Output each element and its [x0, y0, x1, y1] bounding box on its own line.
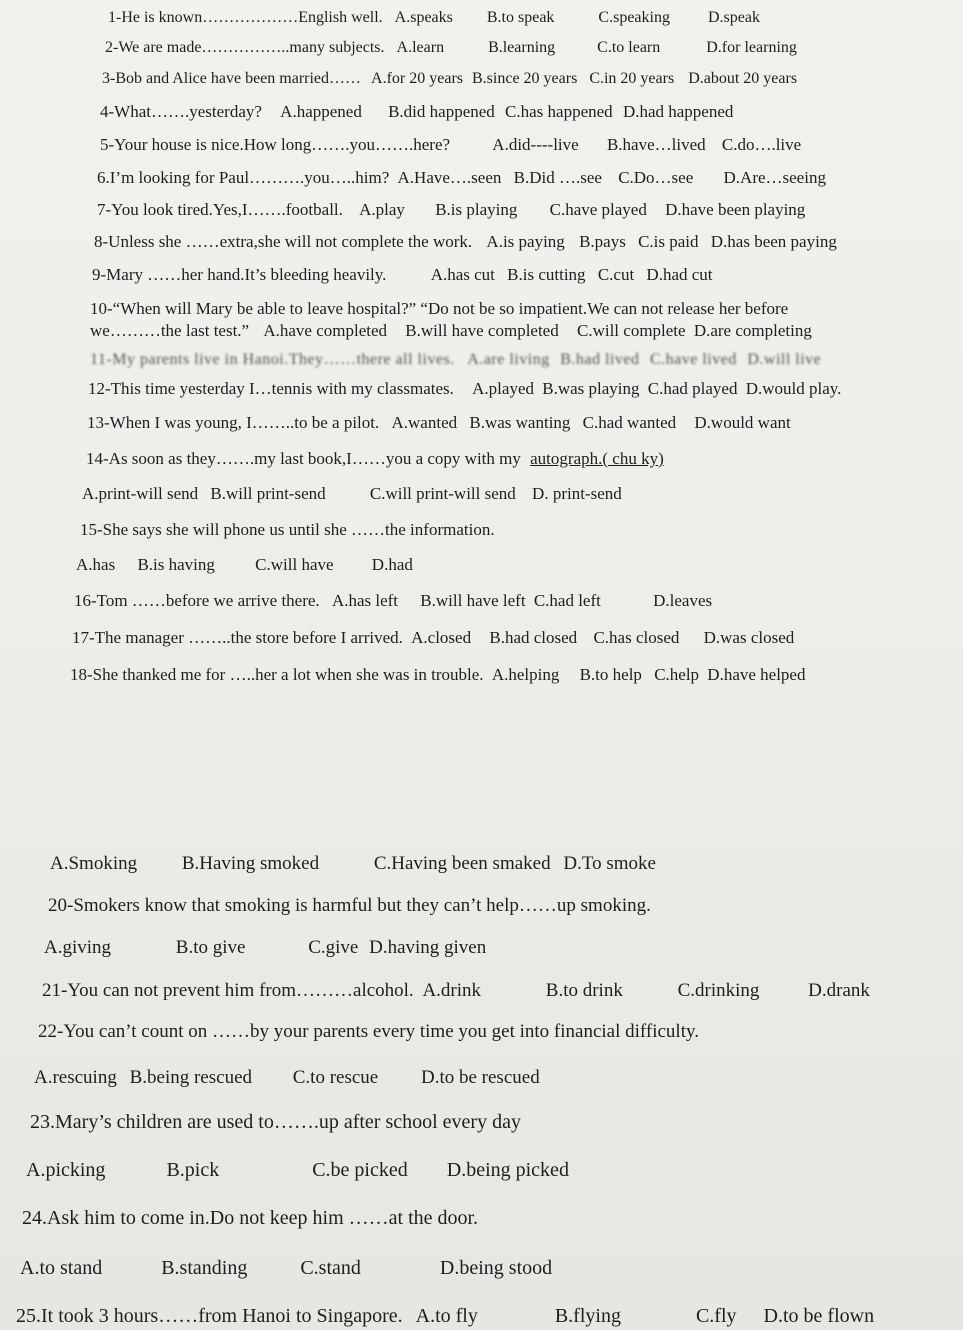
question-10-continued: [90, 322, 812, 339]
question-1: [108, 10, 760, 26]
question-stem-continued: we………the last test.”: [90, 321, 250, 340]
option-b: B.since 20 years: [472, 70, 578, 87]
option-d: D.Are…seeing: [723, 168, 826, 187]
option-a: A.Have….seen: [397, 168, 502, 187]
option-b: B.had lived: [560, 351, 640, 368]
question-stem: 10-“When will Mary be able to leave hospital?” “Do not be so impatient.We can not release her before: [90, 299, 789, 318]
question-stem: 6.I’m looking for Paul……….you…..him?: [97, 168, 390, 187]
autograph-note: autograph.( chu ky): [530, 449, 664, 468]
option-a: A.Smoking: [50, 853, 138, 874]
option-d: D.having given: [369, 937, 487, 958]
option-c: C.in 20 years: [589, 70, 675, 87]
question-12: [88, 380, 841, 397]
question-stem: 12-This time yesterday I…tennis with my classmates.: [88, 379, 454, 398]
option-a: A.to fly: [415, 1305, 478, 1327]
option-c: C.will complete: [576, 321, 686, 340]
option-c: C.stand: [300, 1257, 361, 1279]
option-b: B.is playing: [435, 200, 518, 219]
option-a: A.learn: [396, 39, 445, 56]
option-b: B.being rescued: [129, 1067, 252, 1088]
option-d: D.have helped: [707, 665, 806, 684]
question-18: [70, 666, 805, 683]
option-d: D.had: [371, 555, 413, 574]
question-23-options: [26, 1160, 569, 1180]
question-stem: 2-We are made……………..many subjects.: [105, 39, 385, 56]
option-a: A.wanted: [391, 413, 458, 432]
option-b: B.have…lived: [606, 135, 706, 154]
question-7: [97, 201, 805, 218]
option-a: A.closed: [411, 628, 472, 647]
option-c: C.has happened: [505, 102, 613, 121]
option-d: D.being stood: [439, 1257, 553, 1279]
question-stem: 24.Ask him to come in.Do not keep him ……at the door.: [22, 1207, 479, 1229]
option-d: D.being picked: [446, 1159, 569, 1181]
question-stem: 20-Smokers know that smoking is harmful but they can’t help……up smoking.: [48, 895, 651, 916]
question-21: [42, 981, 870, 1000]
option-b: B.is having: [137, 555, 215, 574]
option-d: D. print-send: [532, 484, 622, 503]
question-24-options: [20, 1258, 552, 1278]
option-d: D.would play.: [745, 379, 842, 398]
question-11: [90, 352, 821, 368]
option-c: C.will print-will send: [369, 484, 516, 503]
question-9: [92, 266, 713, 283]
option-d: D.speak: [707, 9, 760, 26]
option-a: A.have completed: [263, 321, 388, 340]
option-b: B.to speak: [486, 9, 555, 26]
option-c: C.had left: [533, 591, 601, 610]
option-a: A.did----live: [492, 135, 579, 154]
option-b: B.to help: [579, 665, 642, 684]
option-a: A.are living: [467, 351, 550, 368]
option-d: D.was closed: [703, 628, 795, 647]
option-a: A.is paying: [486, 232, 565, 251]
option-b: B.pick: [166, 1159, 220, 1181]
option-d: D.To smoke: [563, 853, 656, 874]
option-c: C.has closed: [593, 628, 680, 647]
question-stem: 5-Your house is nice.How long…….you…….here?: [100, 135, 451, 154]
question-8: [94, 233, 837, 250]
option-a: A.has cut: [430, 265, 495, 284]
question-stem: 17-The manager ……..the store before I arrived.: [72, 628, 403, 647]
option-a: A.has left: [331, 591, 399, 610]
option-d: D.has been paying: [710, 232, 837, 251]
question-stem: 18-She thanked me for …..her a lot when she was in trouble.: [70, 665, 484, 684]
option-d: D.to be rescued: [420, 1067, 540, 1088]
option-b: B.learning: [488, 39, 556, 56]
option-d: D.leaves: [653, 591, 713, 610]
option-c: C.cut: [597, 265, 635, 284]
option-a: A.played: [472, 379, 534, 398]
question-17: [72, 629, 794, 646]
option-c: C.fly: [695, 1305, 737, 1327]
option-c: C.speaking: [598, 9, 670, 26]
question-stem: 23.Mary’s children are used to…….up after school every day: [30, 1111, 521, 1133]
option-d: D.about 20 years: [688, 70, 798, 87]
option-c: C.have played: [549, 200, 647, 219]
option-a: A.has: [76, 555, 116, 574]
question-22-options: [34, 1068, 540, 1087]
option-c: C.be picked: [312, 1159, 408, 1181]
question-14-options: [82, 485, 622, 502]
question-22: [38, 1022, 699, 1041]
option-b: B.flying: [554, 1305, 621, 1327]
option-a: A.play: [359, 200, 405, 219]
question-stem: 22-You can’t count on ……by your parents every time you get into financial difficulty.: [38, 1021, 700, 1042]
option-c: C.to rescue: [292, 1067, 379, 1088]
option-c: C.to learn: [597, 39, 661, 56]
question-10: [90, 300, 788, 317]
option-b: B.Having smoked: [181, 853, 320, 874]
option-c: C.Having been smaked: [373, 853, 551, 874]
option-c: C.had wanted: [582, 413, 677, 432]
question-15: [80, 521, 495, 538]
option-a: A.drink: [422, 980, 482, 1001]
option-c: C.drinking: [677, 980, 760, 1001]
question-stem: 4-What…….yesterday?: [100, 102, 262, 121]
option-b: B.was playing: [542, 379, 640, 398]
option-a: A.rescuing: [34, 1067, 117, 1088]
option-a: A.helping: [491, 665, 560, 684]
option-d: D.had cut: [646, 265, 713, 284]
question-20: [48, 896, 651, 915]
question-25: [16, 1306, 874, 1326]
option-c: C.give: [308, 937, 359, 958]
option-b: B.pays: [579, 232, 626, 251]
option-a: A.giving: [44, 937, 112, 958]
option-a: A.to stand: [20, 1257, 103, 1279]
option-a: A.happened: [280, 102, 362, 121]
question-stem: 21-You can not prevent him from………alcohol.: [42, 980, 414, 1001]
option-b: B.standing: [161, 1257, 248, 1279]
option-a: A.picking: [26, 1159, 106, 1181]
question-stem: 1-He is known………………English well.: [108, 9, 383, 26]
option-d: D.would want: [694, 413, 791, 432]
question-6: [97, 169, 826, 186]
question-23: [30, 1112, 521, 1132]
question-4: [100, 103, 733, 120]
option-d: D.are completing: [693, 321, 812, 340]
option-b: B.will have left: [420, 591, 526, 610]
option-b: B.to give: [175, 937, 246, 958]
option-c: C.do….live: [721, 135, 802, 154]
option-d: D.will live: [747, 351, 822, 368]
question-stem: 15-She says she will phone us until she ……the information.: [80, 520, 495, 539]
question-stem: 13-When I was young, I……..to be a pilot.: [87, 413, 380, 432]
option-d: D.have been playing: [665, 200, 806, 219]
question-14: [86, 450, 664, 467]
question-stem: 16-Tom ……before we arrive there.: [74, 591, 320, 610]
option-d: D.to be flown: [763, 1305, 875, 1327]
option-a: A.print-will send: [82, 484, 199, 503]
option-c: C.had played: [647, 379, 738, 398]
option-b: B.was wanting: [469, 413, 571, 432]
question-16: [74, 592, 712, 609]
option-c: C.Do…see: [618, 168, 694, 187]
question-13: [87, 414, 791, 431]
question-stem: 8-Unless she ……extra,she will not complete the work.: [94, 232, 473, 251]
option-d: D.drank: [808, 980, 870, 1001]
option-b: B.will have completed: [405, 321, 559, 340]
question-stem: 3-Bob and Alice have been married……: [102, 70, 362, 87]
question-3: [102, 71, 797, 87]
question-20-options: [44, 938, 486, 957]
question-stem: 25.It took 3 hours……from Hanoi to Singapore.: [16, 1305, 403, 1327]
option-c: C.have lived: [649, 351, 737, 368]
question-stem: 9-Mary ……her hand.It’s bleeding heavily.: [92, 265, 387, 284]
option-c: C.help: [654, 665, 700, 684]
option-b: B.will print-send: [210, 484, 326, 503]
option-b: B.did happened: [388, 102, 495, 121]
question-24: [22, 1208, 478, 1228]
option-a: A.for 20 years: [371, 70, 463, 87]
option-a: A.speaks: [394, 9, 453, 26]
question-19-options: [50, 854, 656, 873]
question-2: [105, 40, 797, 56]
option-b: B.Did ….see: [513, 168, 602, 187]
option-d: D.for learning: [706, 39, 797, 56]
question-stem: 7-You look tired.Yes,I…….football.: [97, 200, 343, 219]
option-c: C.is paid: [638, 232, 699, 251]
question-stem: 14-As soon as they…….my last book,I……you a copy with my: [86, 449, 521, 468]
option-b: B.had closed: [489, 628, 578, 647]
question-stem: 11-My parents live in Hanoi.They……there all lives.: [90, 351, 455, 368]
option-b: B.to drink: [545, 980, 623, 1001]
option-d: D.had happened: [622, 102, 734, 121]
option-c: C.will have: [255, 555, 334, 574]
option-b: B.is cutting: [507, 265, 586, 284]
question-15-options: [76, 556, 413, 573]
question-5: [100, 136, 801, 153]
